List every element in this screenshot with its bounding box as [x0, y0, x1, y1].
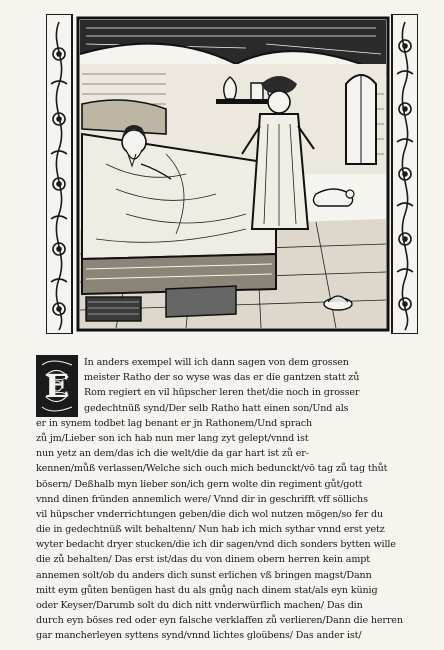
text-line: nun yetz an dem/das ich die welt/die da gar hart ist zů er- — [36, 448, 309, 460]
text-line: vil hüpscher vnderrichtungen geben/die dich wol nutzen mögen/so fer du — [36, 508, 383, 520]
text-line: meister Ratho der so wyse was das er die gantzen statt zů — [84, 372, 360, 384]
text-line: vnnd dinen fründen annemlich were/ Vnnd dir in geschrifft vff söllichs — [36, 493, 368, 505]
text-block — [36, 355, 422, 645]
text-line: oder Keyser/Darumb solt du dich nitt vnderwürflich machen/ Das din — [36, 600, 363, 611]
initial-letter-glyph: E — [44, 367, 70, 405]
text-line: wyter bedacht dryer stucken/die ich dir sagen/vnd dich sonders bytten wille — [36, 539, 396, 551]
text-line: die in gedechtnüß wilt behaltenn/ Nun hab ich mich sythar vnnd erst yetz — [36, 524, 385, 536]
text-line: annemen solt/ob du anders dich sunst erlichen vß bringen magst/Dann — [36, 569, 372, 581]
woodcut-svg — [46, 14, 418, 334]
text-line: gedechtnüß synd/Der selb Ratho hatt einen son/Und als — [84, 402, 349, 414]
text-line: In anders exempel will ich dann sagen von dem grossen — [84, 357, 349, 368]
text-line: mitt eym gůten benügen hast du als gnůg nach dinem stat/als eyn künig — [36, 584, 378, 596]
text-line: bösern/ Deßhalb myn lieber son/ich gern wolte din regiment gůt/gott — [36, 478, 363, 490]
text-line: Rom regiert en vil hüpscher leren thet/die noch in grosser — [84, 387, 360, 399]
text-line: kennen/můß verlassen/Welche sich ouch mich bedunckt/vō tag zů tag thůt — [36, 463, 388, 475]
woodcut-illustration — [46, 14, 418, 334]
text-line: durch eyn böses red oder eyn falsche verklaffen zů verlieren/Dann die herren — [36, 615, 403, 627]
text-line: zů jm/Lieber son ich hab nun mer lang zyt gelept/vnnd ist — [36, 432, 309, 444]
text-line: die zů behalten/ Das erst ist/das du von dinem obern herren kein ampt — [36, 554, 370, 566]
text-line: er in synem todbet lag benant er jn Rathonem/Und sprach — [36, 417, 313, 429]
text-line: gar mancherleyen syttens synd/vnnd lichtes gloübens/ Das ander ist/ — [36, 630, 362, 642]
body-text — [36, 355, 422, 644]
